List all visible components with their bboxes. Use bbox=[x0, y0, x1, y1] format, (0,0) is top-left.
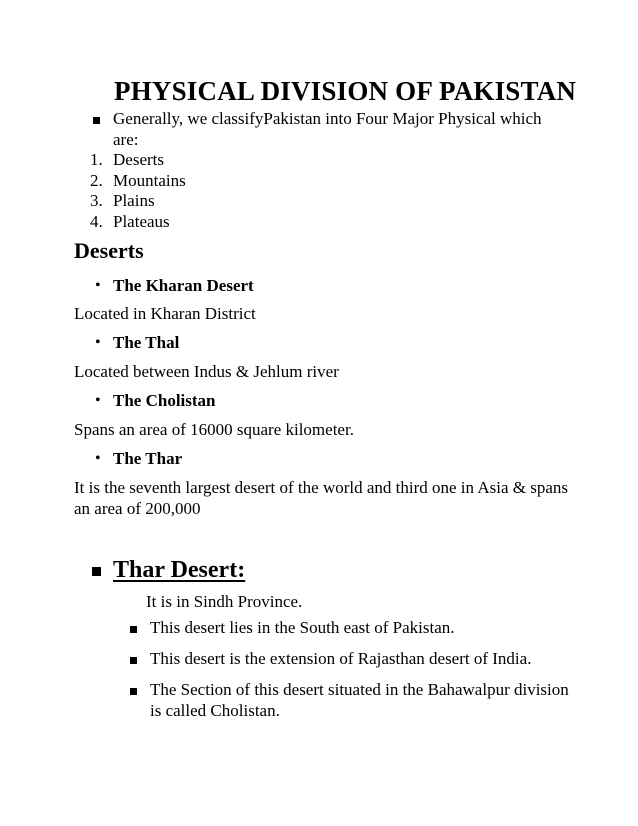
section-heading-thar: Thar Desert: bbox=[113, 557, 246, 583]
bullet-icon: • bbox=[95, 334, 101, 351]
square-bullet-icon bbox=[92, 567, 101, 576]
desert-description: It is the seventh largest desert of the world and third one in Asia & spans bbox=[74, 478, 569, 497]
bullet-icon: • bbox=[95, 450, 101, 467]
list-number: 1. bbox=[90, 150, 103, 169]
thar-intro: It is in Sindh Province. bbox=[146, 592, 303, 611]
square-bullet-icon bbox=[130, 626, 137, 633]
section-heading-deserts: Deserts bbox=[74, 238, 144, 263]
list-number: 2. bbox=[90, 171, 103, 190]
desert-name: The Cholistan bbox=[113, 391, 216, 410]
list-item: Mountains bbox=[113, 171, 186, 190]
intro-line-1: Generally, we classifyPakistan into Four Major Physical which bbox=[113, 109, 542, 128]
desert-description: Spans an area of 16000 square kilometer. bbox=[74, 420, 354, 439]
thar-bullet: The Section of this desert situated in the Bahawalpur division bbox=[150, 680, 569, 699]
list-number: 4. bbox=[90, 212, 103, 231]
intro-line-2: are: bbox=[113, 130, 139, 149]
square-bullet-icon bbox=[130, 688, 137, 695]
desert-name: The Thar bbox=[113, 449, 183, 468]
page-title: PHYSICAL DIVISION OF PAKISTAN bbox=[114, 76, 577, 106]
thar-bullet: This desert is the extension of Rajasthan desert of India. bbox=[150, 649, 532, 668]
desert-description: Located between Indus & Jehlum river bbox=[74, 362, 339, 381]
bullet-icon: • bbox=[95, 392, 101, 409]
list-number: 3. bbox=[90, 191, 103, 210]
desert-description: Located in Kharan District bbox=[74, 304, 256, 323]
thar-bullet-continued: is called Cholistan. bbox=[150, 701, 280, 720]
desert-description: an area of 200,000 bbox=[74, 499, 201, 518]
list-item: Plains bbox=[113, 191, 155, 210]
square-bullet-icon bbox=[93, 117, 100, 124]
list-item: Plateaus bbox=[113, 212, 170, 231]
bullet-icon: • bbox=[95, 277, 101, 294]
thar-bullet: This desert lies in the South east of Pakistan. bbox=[150, 618, 455, 637]
desert-name: The Thal bbox=[113, 333, 180, 352]
list-item: Deserts bbox=[113, 150, 164, 169]
square-bullet-icon bbox=[130, 657, 137, 664]
desert-name: The Kharan Desert bbox=[113, 276, 254, 295]
